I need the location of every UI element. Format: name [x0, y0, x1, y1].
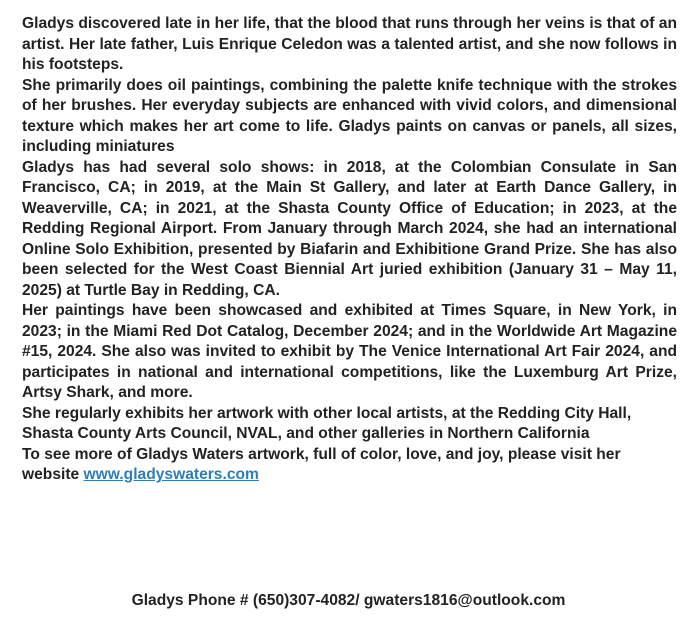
- bio-paragraph-solo-shows: Gladys has had several solo shows: in 2018, at the Colombian Consulate in San Francisco, CA; in 2019, at the Main St Gallery, and later at Earth Dance Gallery, in Weaverville, CA; in 2021, at the Shasta County Office of Education; in 2023, at the Redding Regional Airport. From January through March 2024, she had an international Online Solo Exhibition, presented by Biafarin and Exhibitione Grand Prize. She has also been selected for the West Coast Biennial Art juried exhibition (January 31 – May 11, 2025) at Turtle Bay in Redding, CA.: [22, 158, 677, 299]
- bio-text-block: [22, 14, 677, 486]
- website-prompt-text: To see more of Gladys Waters artwork, full of color, love, and joy, please visit her website: [22, 445, 621, 483]
- website-link[interactable]: www.gladyswaters.com: [83, 466, 259, 483]
- bio-paragraph-website: [22, 445, 677, 486]
- bio-paragraph-local: She regularly exhibits her artwork with other local artists, at the Redding City Hall, Shasta County Arts Council, NVAL, and other galleries in Northern California: [22, 404, 632, 442]
- bio-paragraph-intro: Gladys discovered late in her life, that the blood that runs through her veins is that of an artist. Her late father, Luis Enrique Celedon was a talented artist, and she now follows in his footsteps.: [22, 15, 677, 73]
- bio-paragraph-technique: She primarily does oil paintings, combining the palette knife technique with the strokes of her brushes. Her everyday subjects are enhanced with vivid colors, and dimensional texture which makes her art come to life. Gladys paints on canvas or panels, all sizes, including miniatures: [22, 76, 677, 155]
- bio-paragraph-exhibitions: Her paintings have been showcased and exhibited at Times Square, in New York, in 2023; in the Miami Red Dot Catalog, December 2024; and in the Worldwide Art Magazine #15, 2024. She also was invited to exhibit by The Venice International Art Fair 2024, and participates in national and international competitions, like the Luxemburg Art Prize, Artsy Shark, and more.: [22, 302, 677, 401]
- contact-line: Gladys Phone # (650)307-4082/ gwaters1816@outlook.com: [131, 592, 566, 609]
